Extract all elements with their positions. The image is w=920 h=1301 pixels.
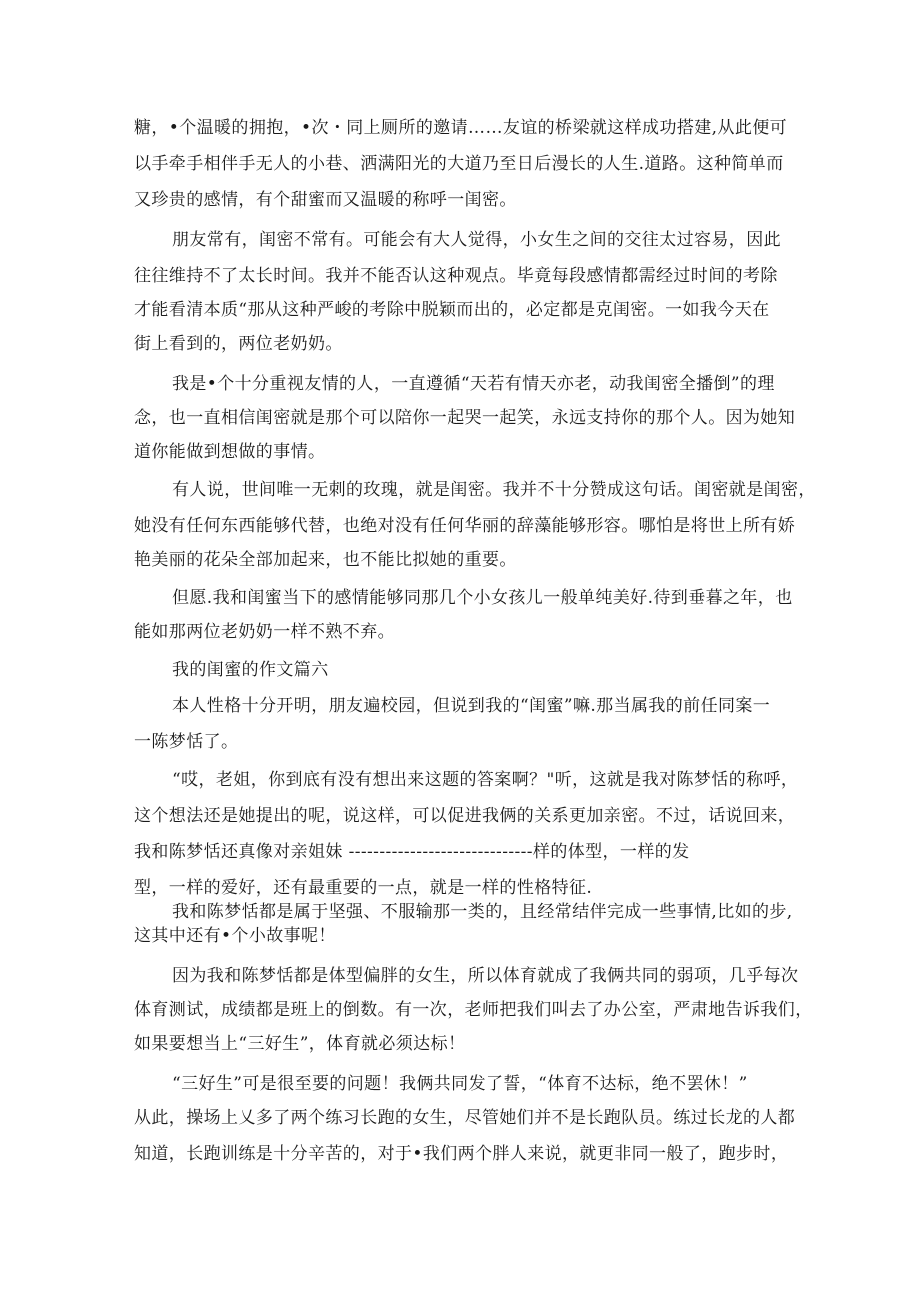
text-line: 念，也一直相信闺密就是那个可以陪你一起哭一起笑，永远支持你的那个人。因为她知 <box>134 408 796 428</box>
text-line: 艳美丽的花朵全部加起来，也不能比拟她的重要。 <box>134 550 517 570</box>
section-heading: 我的闺蜜的作文篇六 <box>172 660 329 680</box>
text-line: 朋友常有，闺密不常有。可能会有大人觉得，小女生之间的交往太过容易，因此 <box>172 230 781 250</box>
text-line: 能如那两位老奶奶一样不熟不弃。 <box>134 622 395 642</box>
text-line: 从此，操场上乂多了两个练习长跑的女生，尽管她们并不是长跑队员。练过长龙的人都 <box>134 1108 796 1128</box>
text-line: 这其中还有•个小故事呢！ <box>134 926 336 946</box>
text-line: 以手牵手相伴手无人的小巷、洒满阳光的大道乃至日后漫长的人生.道路。这种简单而 <box>134 154 784 174</box>
text-line: 如果要想当上“三好生”，体育就必须达标！ <box>134 1034 466 1054</box>
text-line: 又珍贵的感情，有个甜蜜而又温暖的称呼一闺密。 <box>134 190 517 210</box>
text-line: “三好生”可是很至要的问题！我俩共同发了誓，“体育不达标，绝不罢休！” <box>172 1074 748 1094</box>
text-line: 有人说，世间唯一无刺的玫瑰，就是闺密。我并不十分赞成这句话。闺密就是闺密， <box>172 480 816 500</box>
text-line: 一陈梦恬了。 <box>134 732 239 752</box>
text-line: 道你能做到想做的事情。 <box>134 442 326 462</box>
text-line: 我和陈梦恬都是属于坚强、不服输那一类的，且经常结伴完成一些事情,比如的步, <box>172 902 793 922</box>
text-line: “哎，老姐，你到底有没有想出来这题的答案啊？"听，这就是我对陈梦恬的称呼， <box>172 770 799 790</box>
text-line: 我和陈梦恬还真像对亲姐妹 ------------------------------样的体型，一样的发 <box>134 842 690 862</box>
text-line: 但愿.我和闺蜜当下的感情能够同那几个小女孩儿一般单纯美好.待到垂暮之年，也 <box>172 588 793 608</box>
text-line: 这个想法还是她提出的呢，说这样，可以促进我俩的关系更加亲密。不过，话说回来， <box>134 806 796 826</box>
text-line: 街上看到的，两位老奶奶。 <box>134 334 343 354</box>
text-line: 她没有任何东西能够代替，也绝对没有任何华丽的辞藻能够形容。哪怕是将世上所有娇 <box>134 516 796 536</box>
text-line: 我是•个十分重视友情的人，一直遵循“天若有情天亦老，动我闺密全播倒”的理 <box>172 374 775 394</box>
text-line: 才能看清本质“那从这种严峻的考除中脱颖而出的，必定都是克闺密。一如我今天在 <box>134 300 770 320</box>
text-line: 往往维持不了太长时间。我并不能否认这种观点。毕竟每段感情都需经过时间的考除 <box>134 266 778 286</box>
text-line: 本人性格十分开明，朋友遍校园，但说到我的“闺蜜”嘛.那当属我的前任同案一 <box>172 696 771 716</box>
text-line: 因为我和陈梦恬都是体型偏胖的女生，所以体育就成了我俩共同的弱项，几乎每次 <box>172 966 799 986</box>
text-line: 知道，长跑训练是十分辛苦的，对于•我们两个胖人来说，就更非同一般了，跑步时， <box>134 1144 789 1164</box>
text-line: 型，一样的爱好，还有最重要的一点，就是一样的性格特征. <box>134 878 593 898</box>
text-line: 体育测试，成绩都是班上的倒数。有一次，老师把我们叫去了办公室，严肃地告诉我们， <box>134 1000 813 1020</box>
text-line: 糖，•个温暖的拥抱，•次・同上厕所的邀请……友谊的桥梁就这样成功搭建,从此便可 <box>134 118 788 138</box>
